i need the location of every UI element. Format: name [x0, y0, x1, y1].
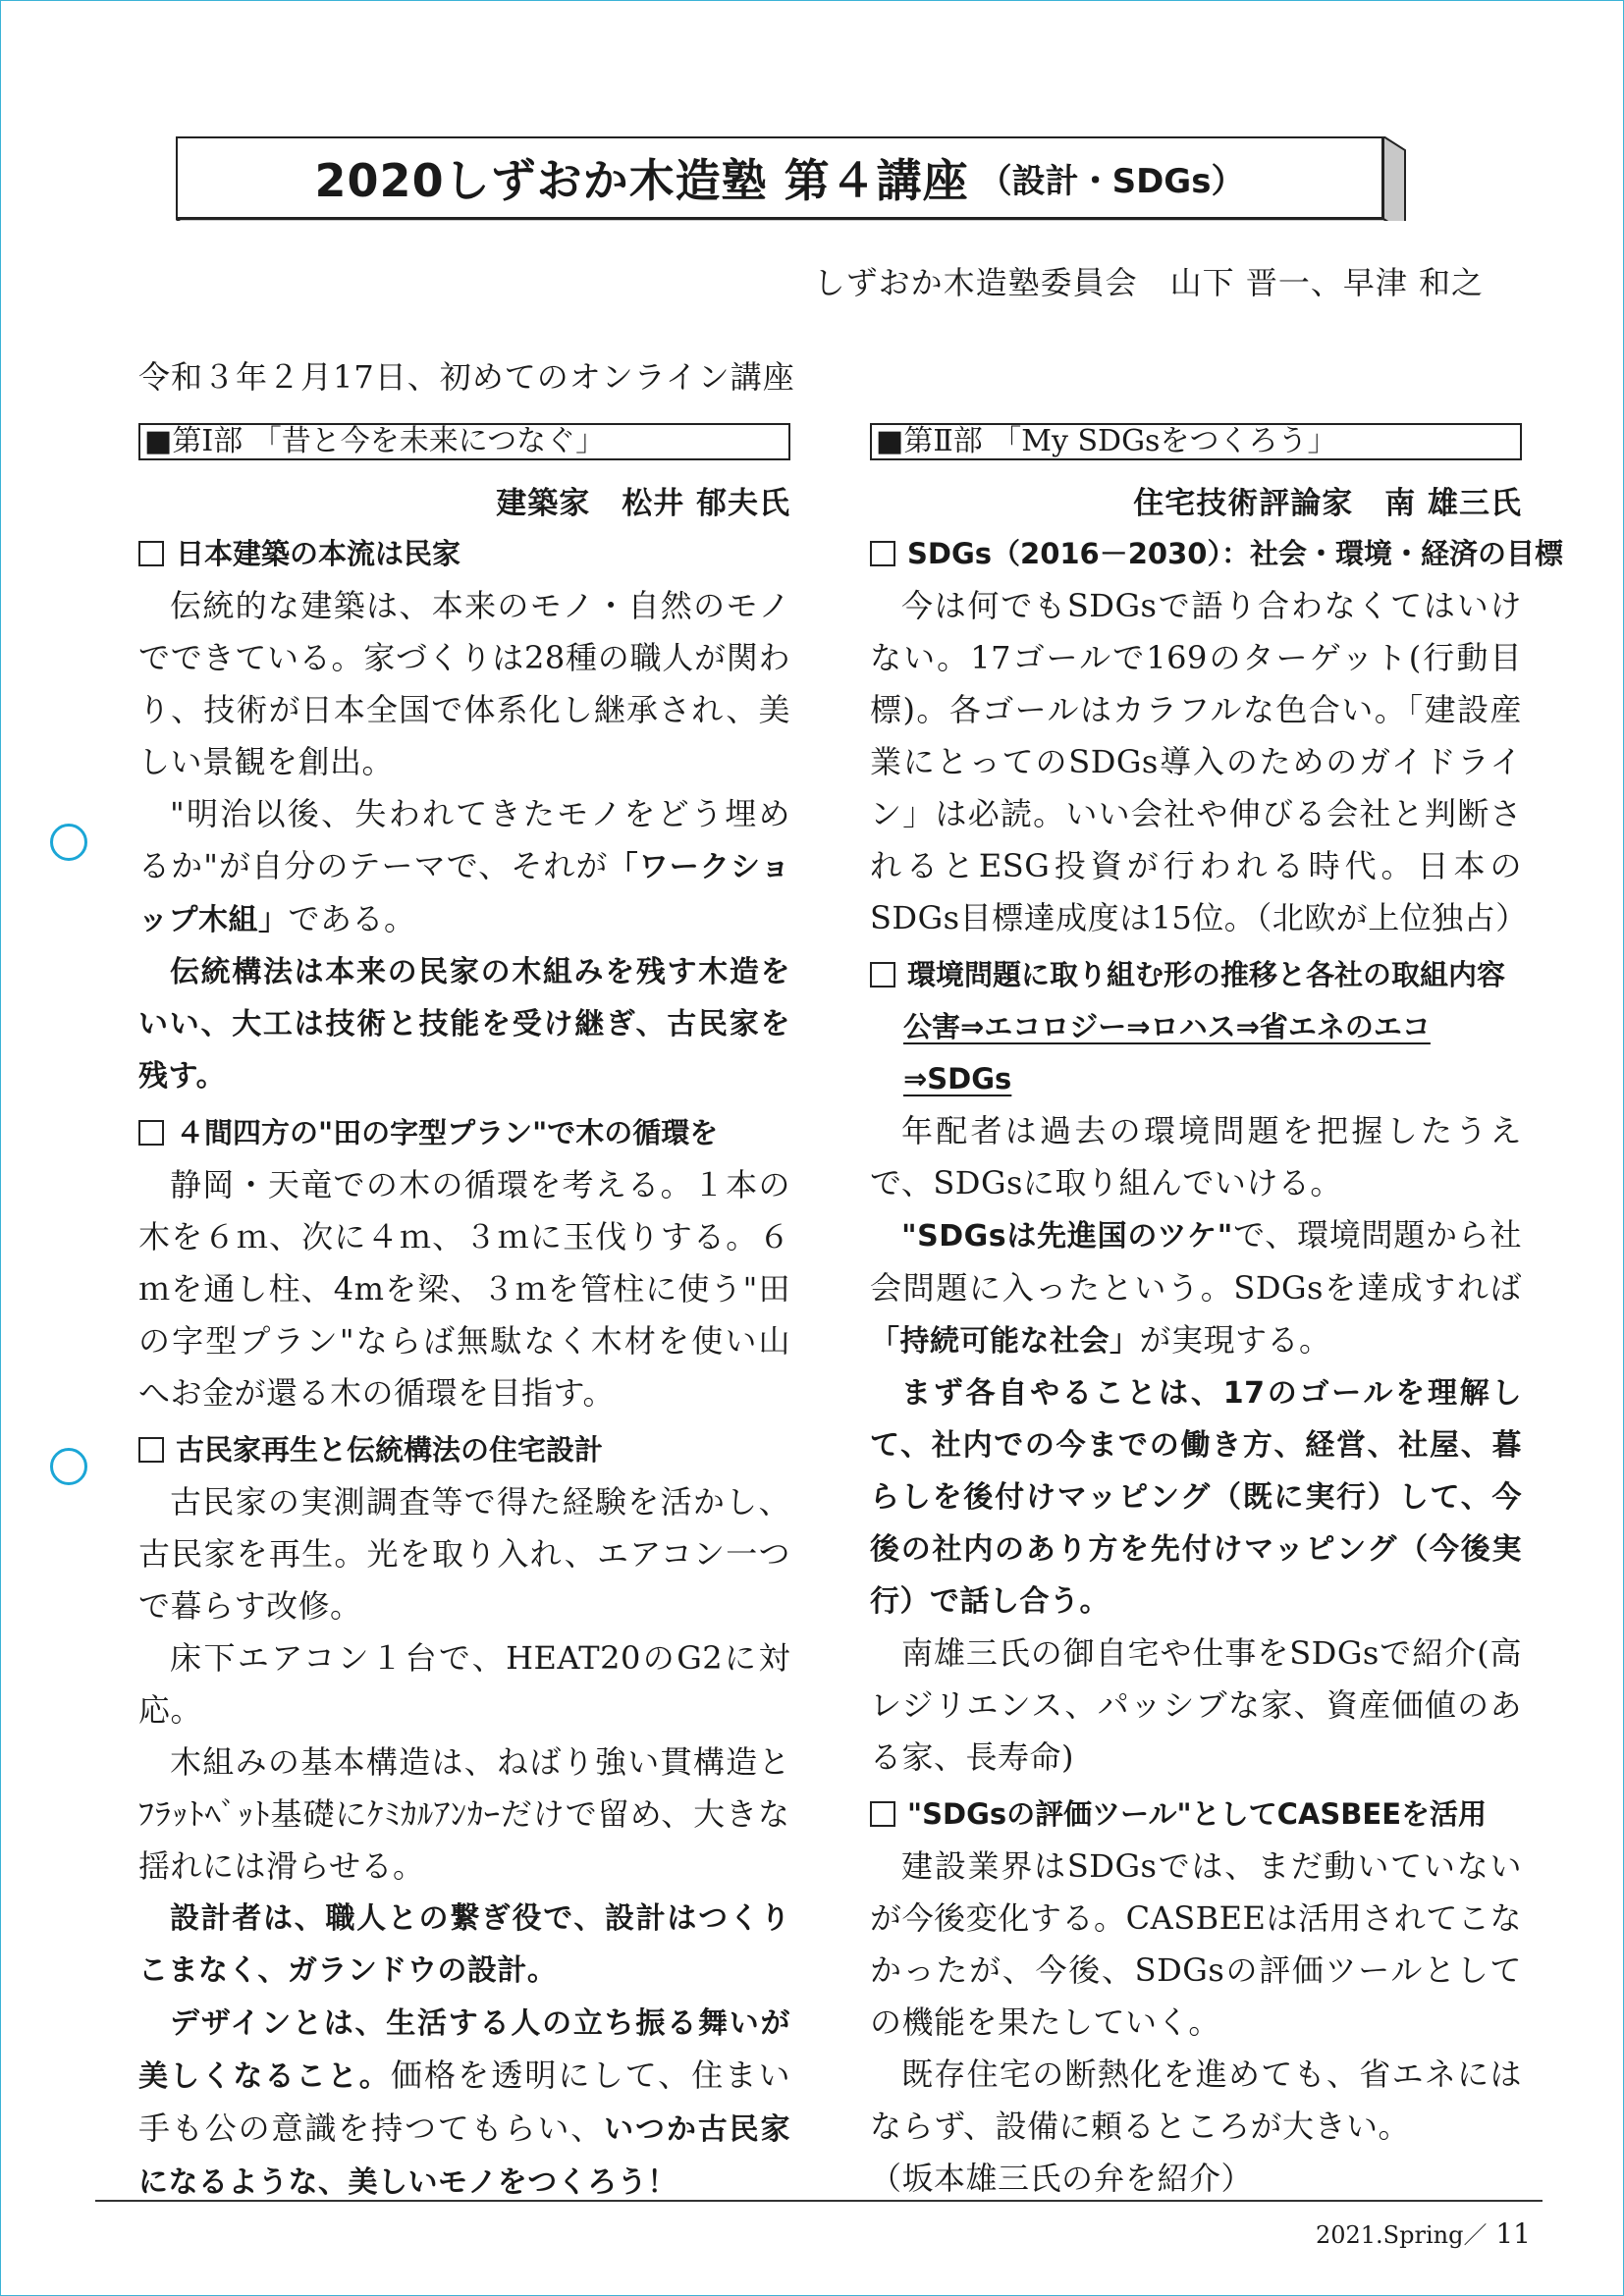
paragraph-text: が実現する。 [1139, 1321, 1331, 1359]
paragraph: 古民家の実測調査等で得た経験を活かし、古民家を再生。光を取り入れ、エアコン一つで暮らす改修。 [138, 1483, 790, 1625]
checkbox-square-icon [870, 541, 895, 566]
emphasis-paragraph: まず各自やることは、17のゴールを理解して、社内での今までの働き方、経営、社屋、暮らしを後付けマッピング（既に実行）して、今後の社内のあり方を先付けマッピング（今後実行）で話し合う。 [870, 1376, 1522, 1619]
paragraph-text: で、環境問題から社会問題に入ったという。SDGsを達成すれば [870, 1216, 1522, 1307]
paragraph-text: 価格を透明にして、住まい手も公の意識を持つてもらい、 [138, 2056, 790, 2147]
section-heading-text: "SDGsの評価ツール"としてCASBEEを活用 [907, 1797, 1487, 1831]
page-number: 11 [1495, 2217, 1531, 2250]
emphasis-paragraph: 伝統構法は本来の民家の木組みを残す木造をいい、大工は技術と技能を受け継ぎ、古民家を残す。 [138, 955, 790, 1094]
section-heading-text: SDGs（2016－2030）：社会・環境・経済の目標 [907, 537, 1563, 570]
page-subtitle: （設計・SDGs） [978, 161, 1245, 201]
section-heading [870, 527, 1563, 580]
paragraph-text: "明治以後、失われてきたモノをどう埋めるか"が自分のテーマで、それが [138, 795, 790, 884]
paragraph: （坂本雄三氏の弁を紹介） [870, 2160, 1254, 2197]
binder-hole-circle-icon [50, 824, 87, 861]
section-heading-text: 環境問題に取り組む形の推移と各社の取組内容 [907, 958, 1506, 991]
paragraph [870, 1209, 1522, 1367]
part-1-speaker: 建築家 松井 郁夫氏 [496, 486, 790, 521]
binder-hole-circle-icon [50, 1448, 87, 1485]
issue-label: 2021.Spring／ [1315, 2221, 1488, 2249]
paragraph: 静岡・天竜での木の循環を考える。１本の木を６ｍ、次に４ｍ、３ｍに玉伐りする。６ｍを通し柱、4mを梁、３ｍを管柱に使う"田の字型プラン"ならば無駄なく木材を使い山へお金が還る木の循環を目指す。 [138, 1166, 790, 1412]
paragraph: 南雄三氏の御自宅や仕事をSDGsで紹介(高レジリエンス、パッシブな家、資産価値のある家、長寿命) [870, 1634, 1522, 1776]
section-heading [138, 1106, 790, 1159]
paragraph: 床下エアコン１台で、HEAT20のG2に対応。 [138, 1639, 790, 1729]
checkbox-square-icon [138, 1437, 164, 1463]
emphasis-text: "SDGsは先進国のツケ" [901, 1219, 1233, 1254]
section-heading [870, 948, 1522, 1001]
emphasis-paragraph: 設計者は、職人との繋ぎ役で、設計はつくりこまなく、ガランドウの設計。 [138, 1901, 790, 1988]
paragraph-text: である。 [288, 900, 416, 937]
section-heading-text: 日本建築の本流は民家 [176, 537, 461, 570]
right-column [870, 423, 1563, 2205]
part-1-heading: ■第Ⅰ部 「昔と今を未来につなぐ」 [138, 423, 790, 460]
checkbox-square-icon [138, 1120, 164, 1146]
part-2-speaker: 住宅技術評論家 南 雄三氏 [1133, 486, 1522, 521]
paragraph: 伝統的な建築は、本来のモノ・自然のモノでできている。家づくりは28種の職人が関わり、技術が日本全国で体系化し継承され、美しい景観を創出。 [138, 587, 790, 780]
checkbox-square-icon [138, 541, 164, 566]
page-title: 2020しずおか木造塾 第４講座 [314, 154, 969, 207]
title-banner [176, 136, 1407, 221]
flow-line [870, 1053, 1522, 1105]
page-footer [1316, 2216, 1531, 2250]
checkbox-square-icon [870, 1801, 895, 1827]
flow-line [870, 1001, 1522, 1053]
flow-text: ⇒SDGs [903, 1062, 1012, 1095]
intro-line: 令和３年２月17日、初めてのオンライン講座 [138, 358, 795, 396]
title-box [176, 136, 1383, 219]
paragraph: 建設業界はSDGsでは、まだ動いていないが今後変化する。CASBEEは活用されてこなかったが、今後、SDGsの評価ツールとしての機能を果たしていく。 [870, 1847, 1522, 2041]
emphasis-text: 「持続可能な社会」 [870, 1324, 1140, 1359]
paragraph: 年配者は過去の環境問題を把握したうえで、SDGsに取り組んでいける。 [870, 1112, 1522, 1201]
emphasis-text: デザインとは、生活する人の立ち振る舞いが美しくなること。 [138, 2006, 790, 2094]
paragraph [138, 1997, 790, 2209]
flow-text: 公害⇒エコロジー⇒ロハス⇒省エネのエコ [903, 1010, 1431, 1043]
section-heading [138, 527, 790, 580]
section-heading [138, 1423, 790, 1476]
authors-line: しずおか木造塾委員会 山下 晋一、早津 和之 [813, 264, 1484, 301]
emphasis-text: 「ワークショップ木組」 [138, 850, 790, 937]
left-column [138, 423, 790, 2209]
paragraph [138, 788, 790, 946]
emphasis-text: いつか古民家になるような、美しいモノをつくろう！ [138, 2112, 790, 2200]
section-heading-text: 古民家再生と伝統構法の住宅設計 [176, 1433, 604, 1467]
section-heading-text: ４間四方の"田の字型プラン"で木の循環を [176, 1116, 719, 1149]
part-2-heading: ■第Ⅱ部 「My SDGsをつくろう」 [870, 423, 1522, 460]
paragraph: 既存住宅の断熱化を進めても、省エネにはならず、設備に頼るところが大きい。 [870, 2056, 1522, 2145]
paragraph: 今は何でもSDGsで語り合わなくてはいけない。17ゴールで169のターゲット(行動目標)。各ゴールはカラフルな色合い。「建設産業にとってのSDGs導入のためのガイドライン」は必読。いい会社や伸びる会社と判断されるとESG投資が行われる時代。日本のSDGs目標達成度は15位。（北欧が上位独占） [870, 587, 1528, 936]
checkbox-square-icon [870, 962, 895, 988]
section-heading [870, 1788, 1522, 1841]
footer-rule [95, 2200, 1543, 2202]
paragraph: 木組みの基本構造は、ねばり強い貫構造とﾌﾗｯﾄﾍﾞｯﾄ基礎にｹﾐｶﾙｱﾝｶｰだけで留め、大きな揺れには滑らせる。 [138, 1743, 790, 1885]
